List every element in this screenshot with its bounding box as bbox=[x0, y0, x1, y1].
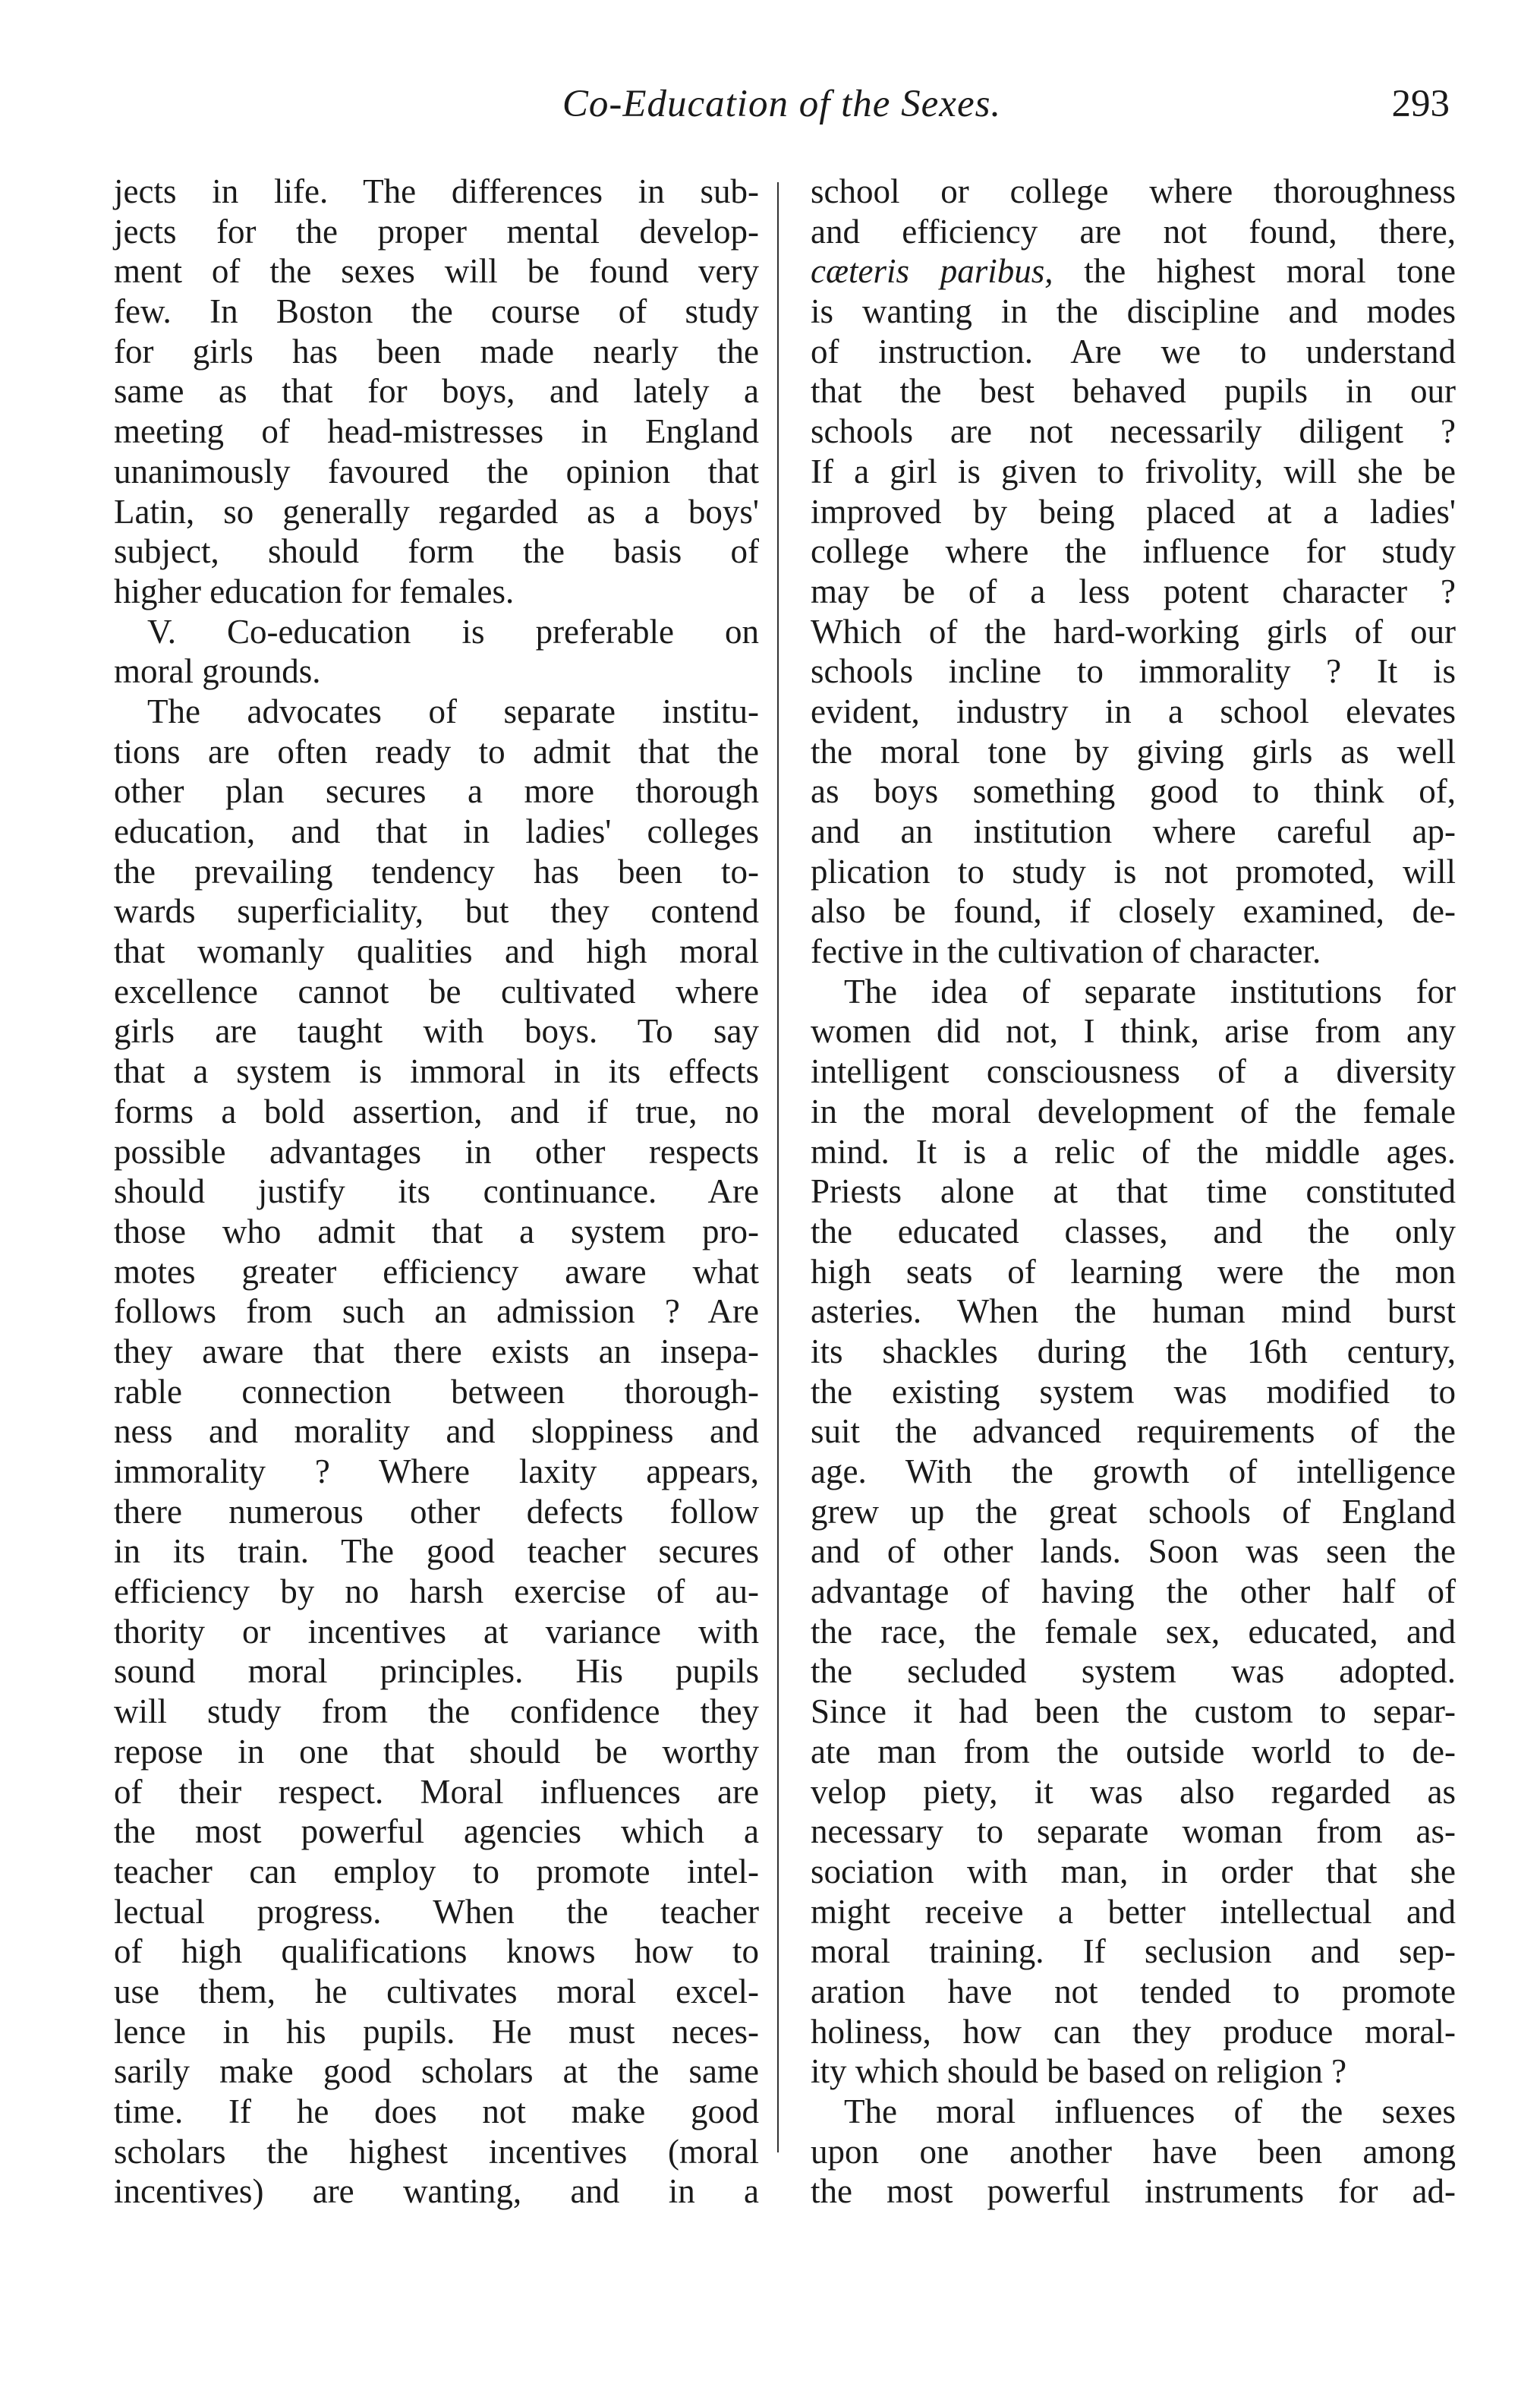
text-fragment: the highest moral tone bbox=[1053, 252, 1456, 291]
text-line: in the moral development of the female bbox=[811, 1092, 1456, 1131]
text-line: motes greater efficiency aware what bbox=[114, 1252, 759, 1291]
text-line: age. With the growth of intelligence bbox=[811, 1452, 1456, 1490]
text-line: of high qualifications knows how to bbox=[114, 1932, 759, 1971]
text-line: repose in one that should be worthy bbox=[114, 1732, 759, 1771]
text-line: mind. It is a relic of the middle ages. bbox=[811, 1132, 1456, 1171]
text-line: and of other lands. Soon was seen the bbox=[811, 1532, 1456, 1571]
text-line: is wanting in the discipline and modes bbox=[811, 292, 1456, 331]
text-line bbox=[811, 251, 1456, 292]
text-line: V. Co-education is preferable on bbox=[147, 612, 759, 651]
text-line: efficiency by no harsh exercise of au- bbox=[114, 1572, 759, 1611]
text-line: other plan secures a more thorough bbox=[114, 772, 759, 811]
text-line: follows from such an admission ? Are bbox=[114, 1292, 759, 1331]
text-line: suit the advanced requirements of the bbox=[811, 1412, 1456, 1451]
text-line: that womanly qualities and high moral bbox=[114, 932, 759, 971]
text-line: tions are often ready to admit that the bbox=[114, 732, 759, 771]
text-line: necessary to separate woman from as- bbox=[811, 1812, 1456, 1851]
text-line: subject, should form the basis of bbox=[114, 532, 759, 571]
text-line: the race, the female sex, educated, and bbox=[811, 1612, 1456, 1651]
text-line: will study from the confidence they bbox=[114, 1692, 759, 1731]
text-line: education, and that in ladies' colleges bbox=[114, 812, 759, 850]
text-line: jects in life. The differences in sub- bbox=[114, 172, 759, 210]
text-line: of instruction. Are we to understand bbox=[811, 332, 1456, 371]
text-line: of their respect. Moral influences are bbox=[114, 1772, 759, 1811]
text-line: higher education for females. bbox=[114, 572, 515, 610]
text-line: wards superficiality, but they contend bbox=[114, 892, 759, 931]
left-column bbox=[114, 172, 759, 2212]
text-line: rable connection between thorough- bbox=[114, 1372, 759, 1411]
text-line: those who admit that a system pro- bbox=[114, 1212, 759, 1250]
column-divider bbox=[777, 182, 779, 2152]
text-line: fective in the cultivation of character. bbox=[811, 932, 1321, 971]
text-line: Latin, so generally regarded as a boys' bbox=[114, 492, 759, 531]
text-line: asteries. When the human mind burst bbox=[811, 1292, 1456, 1331]
italic-phrase: cæteris paribus, bbox=[811, 252, 1053, 291]
text-line: ness and morality and sloppiness and bbox=[114, 1412, 759, 1451]
text-line: advantage of having the other half of bbox=[811, 1572, 1456, 1611]
text-line: Since it had been the custom to separ- bbox=[811, 1692, 1456, 1731]
text-line: that a system is immoral in its effects bbox=[114, 1052, 759, 1091]
text-line: The moral influences of the sexes bbox=[844, 2092, 1456, 2130]
text-line: its shackles during the 16th century, bbox=[811, 1332, 1456, 1370]
text-line: meeting of head-mistresses in England bbox=[114, 412, 759, 451]
text-line: and efficiency are not found, there, bbox=[811, 212, 1456, 251]
text-line: grew up the great schools of England bbox=[811, 1492, 1456, 1531]
page-number: 293 bbox=[1391, 83, 1450, 125]
text-line: scholars the highest incentives (moral bbox=[114, 2132, 759, 2171]
text-line: Which of the hard-working girls of our bbox=[811, 612, 1456, 651]
text-line: incentives) are wanting, and in a bbox=[114, 2172, 759, 2211]
text-line: possible advantages in other respects bbox=[114, 1132, 759, 1171]
text-line: teacher can employ to promote intel- bbox=[114, 1852, 759, 1890]
text-line: excellence cannot be cultivated where bbox=[114, 972, 759, 1011]
text-line: intelligent consciousness of a diversity bbox=[811, 1052, 1456, 1091]
text-line: the educated classes, and the only bbox=[811, 1212, 1456, 1250]
text-line: thority or incentives at variance with bbox=[114, 1612, 759, 1651]
text-line: sociation with man, in order that she bbox=[811, 1852, 1456, 1890]
text-line: The idea of separate institutions for bbox=[844, 972, 1456, 1011]
text-line: use them, he cultivates moral excel- bbox=[114, 1972, 759, 2010]
running-title: Co-Education of the Sexes. bbox=[562, 83, 1002, 125]
right-column bbox=[811, 172, 1456, 2212]
text-line: Priests alone at that time constituted bbox=[811, 1172, 1456, 1211]
text-line: forms a bold assertion, and if true, no bbox=[114, 1092, 759, 1131]
text-line: school or college where thoroughness bbox=[811, 172, 1456, 210]
text-line: girls are taught with boys. To say bbox=[114, 1012, 759, 1051]
text-line: schools are not necessarily diligent ? bbox=[811, 412, 1456, 451]
text-line: high seats of learning were the mon bbox=[811, 1252, 1456, 1291]
text-line: plication to study is not promoted, will bbox=[811, 852, 1456, 891]
page-header bbox=[114, 82, 1450, 135]
text-line: ate man from the outside world to de- bbox=[811, 1732, 1456, 1771]
text-line: sound moral principles. His pupils bbox=[114, 1652, 759, 1691]
text-line: the prevailing tendency has been to- bbox=[114, 852, 759, 891]
text-line: moral grounds. bbox=[114, 652, 321, 691]
text-line: moral training. If seclusion and sep- bbox=[811, 1932, 1456, 1971]
text-line: in its train. The good teacher secures bbox=[114, 1532, 759, 1571]
text-line: schools incline to immorality ? It is bbox=[811, 652, 1456, 691]
text-line: lence in his pupils. He must neces- bbox=[114, 2012, 759, 2051]
text-line: ment of the sexes will be found very bbox=[114, 252, 759, 291]
text-line: ity which should be based on religion ? bbox=[811, 2052, 1347, 2091]
text-line: improved by being placed at a ladies' bbox=[811, 492, 1456, 531]
text-line: the existing system was modified to bbox=[811, 1372, 1456, 1411]
text-line: evident, industry in a school elevates bbox=[811, 692, 1456, 730]
text-line: might receive a better intellectual and bbox=[811, 1892, 1456, 1931]
text-line: unanimously favoured the opinion that bbox=[114, 452, 759, 490]
text-line: time. If he does not make good bbox=[114, 2092, 759, 2130]
text-line: there numerous other defects follow bbox=[114, 1492, 759, 1531]
text-line: may be of a less potent character ? bbox=[811, 572, 1456, 610]
text-line: women did not, I think, arise from any bbox=[811, 1012, 1456, 1051]
text-line: for girls has been made nearly the bbox=[114, 332, 759, 371]
text-line: they aware that there exists an insepa- bbox=[114, 1332, 759, 1370]
text-line: sarily make good scholars at the same bbox=[114, 2052, 759, 2091]
text-line: few. In Boston the course of study bbox=[114, 292, 759, 331]
text-line: college where the influence for study bbox=[811, 532, 1456, 571]
text-line: upon one another have been among bbox=[811, 2132, 1456, 2171]
text-line: and an institution where careful ap- bbox=[811, 812, 1456, 850]
text-line: also be found, if closely examined, de- bbox=[811, 892, 1456, 931]
text-line: aration have not tended to promote bbox=[811, 1972, 1456, 2010]
text-line: the most powerful agencies which a bbox=[114, 1812, 759, 1851]
text-line: the most powerful instruments for ad- bbox=[811, 2172, 1456, 2211]
text-line: that the best behaved pupils in our bbox=[811, 372, 1456, 411]
text-line: holiness, how can they produce moral- bbox=[811, 2012, 1456, 2051]
text-line: same as that for boys, and lately a bbox=[114, 372, 759, 411]
text-line: If a girl is given to frivolity, will she be bbox=[811, 452, 1456, 490]
text-line: as boys something good to think of, bbox=[811, 772, 1456, 811]
text-line: the moral tone by giving girls as well bbox=[811, 732, 1456, 771]
text-line: should justify its continuance. Are bbox=[114, 1172, 759, 1211]
text-line: lectual progress. When the teacher bbox=[114, 1892, 759, 1931]
text-line: immorality ? Where laxity appears, bbox=[114, 1452, 759, 1490]
text-line: jects for the proper mental develop- bbox=[114, 212, 759, 251]
text-line: velop piety, it was also regarded as bbox=[811, 1772, 1456, 1811]
text-line: The advocates of separate institu- bbox=[147, 692, 759, 730]
text-line: the secluded system was adopted. bbox=[811, 1652, 1456, 1691]
